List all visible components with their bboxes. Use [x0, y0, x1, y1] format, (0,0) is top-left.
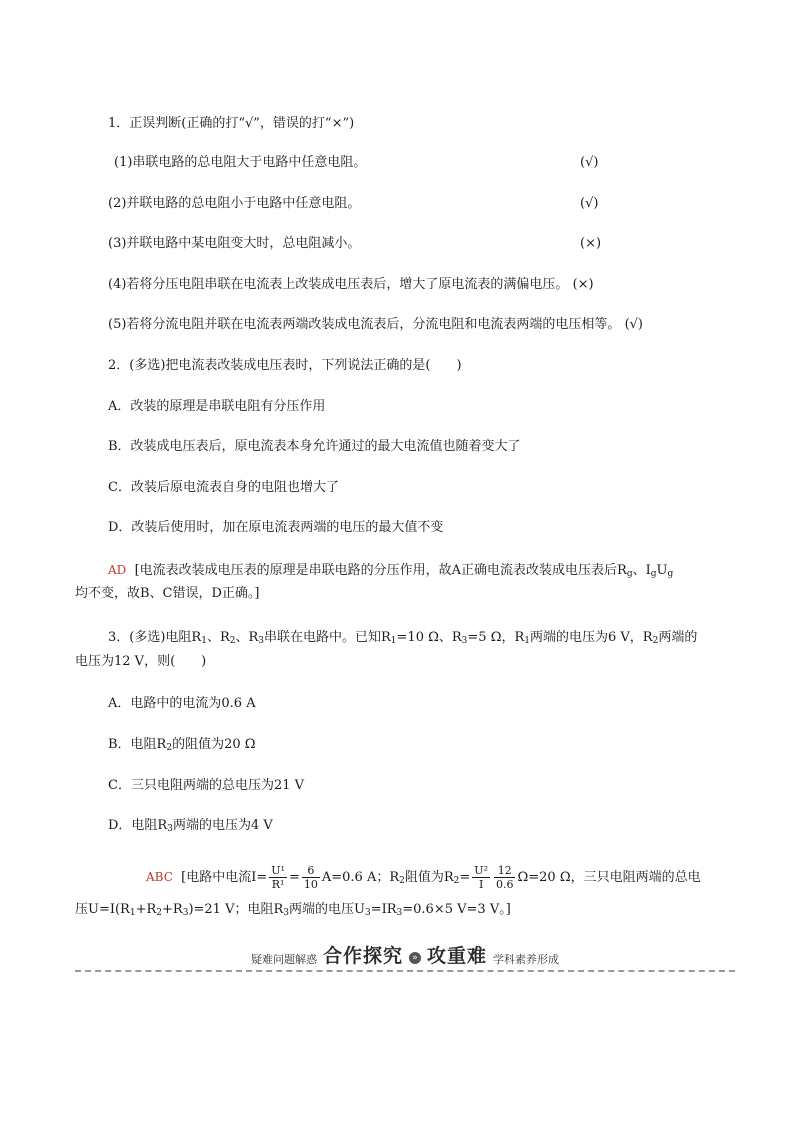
q3-text: 两端的电压为4 V: [172, 818, 273, 833]
q3-sub: 2: [652, 636, 659, 646]
q1-item-5: [108, 315, 643, 335]
q2-explain-line-1: [108, 560, 673, 584]
fraction-numerator: 12: [494, 864, 516, 878]
q1-item-2-mark: (√): [580, 196, 599, 211]
q2-explain-text: [电流表改装成电压表的原理是串联电路的分压作用，故A正确电流表改装成电压表后R: [134, 563, 627, 578]
q3-sub: 3: [364, 908, 371, 918]
q3-sol-text: Ω=20 Ω，三只电阻两端的总电: [517, 870, 701, 885]
q3-sub: 1: [390, 636, 397, 646]
q3-text: 、R: [206, 630, 230, 645]
q3-text: 的阻值为20 Ω: [172, 737, 256, 752]
q3-fraction-u1-r1: [269, 864, 287, 891]
q3-text: B．电阻R: [108, 737, 167, 752]
q1-item-3: (3)并联电路中某电阻变大时，总电阻减小。: [108, 236, 361, 251]
q2-answer: AD: [108, 563, 127, 577]
q3-text: 、R: [235, 630, 259, 645]
q2-explain-text: 、I: [632, 563, 651, 578]
q3-sub: 3: [283, 908, 289, 918]
banner-divider: [75, 970, 735, 972]
q3-sub: 2: [166, 743, 173, 753]
q3-sol-text: A=0.6 A；R: [321, 870, 400, 885]
q3-answer: ABC: [146, 870, 173, 884]
q3-option-c: C．三只电阻两端的总电压为21 V: [108, 778, 305, 793]
q1-item-1-mark: (√): [580, 155, 599, 170]
q3-sol-text: =: [288, 870, 300, 885]
q3-sol-text: 压U=I(R: [75, 902, 130, 917]
q2-option-b: B．改装成电压表后，原电流表本身允许通过的最大电流值也随着变大了: [108, 439, 521, 454]
q1-item-5-mark: (√): [624, 317, 643, 332]
q3-option-b: [108, 735, 256, 758]
q1-item-4-mark: (×): [572, 277, 594, 292]
section-banner: [75, 946, 735, 974]
fraction-numerator: U¹: [271, 864, 285, 877]
q2-sub: g: [626, 569, 633, 579]
q2-explain-line-2: 均不变，故B、C错误，D正确。]: [75, 586, 260, 601]
q1-title: 1．正误判断(正确的打“√”，错误的打“×”): [108, 116, 355, 131]
q1-item-1: (1)串联电路的总电阻大于电路中任意电阻。: [114, 155, 367, 170]
q3-sub: 2: [453, 876, 460, 886]
q3-sub: 2: [156, 908, 163, 918]
q2-option-a: A．改装的原理是串联电阻有分压作用: [108, 399, 326, 414]
q3-sub: 3: [461, 636, 468, 646]
q3-sub: 3: [182, 908, 189, 918]
q3-text: =10 Ω、R: [396, 630, 462, 645]
q3-text: =5 Ω，R: [467, 630, 525, 645]
fraction-denominator: 0.6: [495, 878, 514, 891]
q3-sol-text: )=21 V；电阻R: [188, 902, 284, 917]
fraction-denominator: I: [478, 878, 484, 891]
fraction-numerator: U²: [474, 864, 488, 877]
q3-sub: 3: [396, 908, 403, 918]
q3-sub: 2: [229, 636, 236, 646]
q3-title-line-1: [108, 628, 697, 651]
q3-sub: 2: [399, 876, 405, 886]
q3-sub: 1: [524, 636, 531, 646]
q3-sol-text: =IR: [370, 902, 397, 917]
q3-sol-text: 两端的电压U: [289, 902, 365, 917]
q3-fraction-6-10: [302, 864, 320, 891]
fraction-denominator: R¹: [271, 878, 285, 891]
q3-solution-line-1: [146, 860, 701, 898]
banner-left-text: 疑难问题解惑: [250, 953, 317, 966]
banner-right-text: 学科素养形成: [493, 953, 560, 966]
q1-item-3-mark: (×): [580, 236, 602, 251]
q3-text: 3．(多选)电阻R: [108, 630, 202, 645]
fraction-numerator: 6: [302, 864, 320, 878]
q3-sol-text: +R: [162, 902, 183, 917]
q1-item-5-text: (5)若将分流电阻并联在电流表两端改装成电流表后，分流电阻和电流表两端的电压相等。: [108, 317, 621, 332]
double-chevron-icon: »: [409, 952, 421, 964]
fraction-denominator: 10: [303, 878, 318, 891]
q3-sol-text: =: [459, 870, 471, 885]
q3-title-line-2: 电压为12 V，则( ): [75, 654, 207, 669]
q2-title: 2．(多选)把电流表改装成电压表时，下列说法正确的是( ): [108, 358, 462, 373]
q1-item-4: [108, 275, 594, 295]
q3-sub: 1: [201, 636, 207, 646]
q3-text: D．电阻R: [108, 818, 168, 833]
q2-sub: g: [667, 569, 674, 579]
banner-title-1: 合作探究: [322, 945, 403, 967]
q2-sub: g: [650, 569, 657, 579]
q3-solution-line-2: [75, 900, 511, 923]
q3-option-d: [108, 816, 273, 839]
q3-sub: 3: [167, 824, 173, 834]
q2-option-c: C．改装后原电流表自身的电阻也增大了: [108, 480, 339, 495]
q1-item-2: (2)并联电路的总电阻小于电路中任意电阻。: [108, 196, 361, 211]
q3-sol-text: +R: [135, 902, 157, 917]
q3-sub: 3: [258, 636, 264, 646]
q3-text: 两端的: [658, 630, 698, 645]
q3-text: 串联在电路中。已知R: [264, 630, 391, 645]
q3-sol-text: 阻值为R: [404, 870, 454, 885]
banner-title-2: 攻重难: [427, 945, 488, 967]
q2-explain-text: U: [656, 563, 668, 578]
q1-item-4-text: (4)若将分压电阻串联在电流表上改装成电压表后，增大了原电流表的满偏电压。: [108, 277, 569, 292]
q2-option-d: D．改装后使用时，加在原电流表两端的电压的最大值不变: [108, 520, 444, 535]
q3-text: 两端的电压为6 V，R: [530, 630, 653, 645]
q3-sol-text: =0.6×5 V=3 V。]: [402, 902, 511, 917]
q3-fraction-12-06: [494, 864, 516, 891]
q3-fraction-u2-i: [472, 864, 490, 891]
q3-sol-text: [电路中电流I=: [181, 870, 268, 885]
q3-option-a: A．电路中的电流为0.6 A: [108, 696, 256, 711]
q3-sub: 1: [129, 908, 136, 918]
